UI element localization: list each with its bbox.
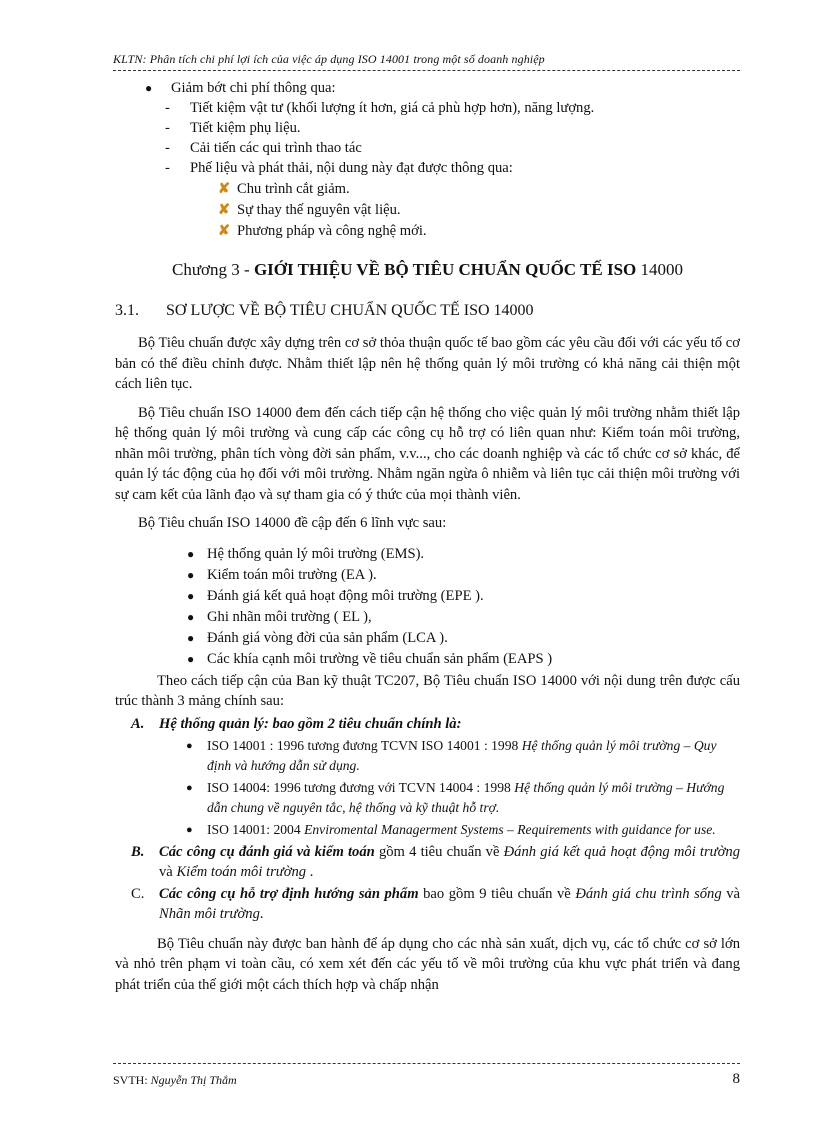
paragraph: Bộ Tiêu chuẩn này được ban hành để áp dụng cho các nhà sản xuất, dịch vụ, các tổ chức cơ sở lớn và nhỏ trên phạm vi toàn cầu, có xem xét đến các yếu tố về môi trường của khu vực phát triển và đang phát triển của thế giới một cách thích hợp và chấp nhận — [115, 935, 740, 993]
bullet-icon: ● — [186, 739, 193, 752]
chapter-title: Chương 3 - GIỚI THIỆU VỀ BỘ TIÊU CHUẨN QUỐC TẾ ISO 14000 — [171, 260, 683, 279]
page-number: 8 — [732, 1071, 740, 1087]
dash-icon: - — [165, 140, 170, 156]
cross-mark-icon: ✘ — [218, 223, 231, 239]
bullet-icon: ● — [187, 630, 195, 645]
bullet-icon: ● — [187, 609, 195, 624]
dash-icon: - — [165, 120, 170, 136]
bullet-icon: ● — [187, 546, 195, 561]
intro-subitem: ✘ Sự thay thế nguyên vật liệu. — [218, 202, 401, 218]
structure-item-a: A. Hệ thống quản lý: bao gồm 2 tiêu chuẩn chính là: — [131, 715, 462, 732]
cross-mark-icon: ✘ — [218, 181, 231, 197]
author-label: SVTH: — [113, 1073, 151, 1087]
list-item: ● Kiểm toán môi trường (EA ). — [187, 566, 377, 583]
page-header: KLTN: Phân tích chi phí lợi ích của việc áp dụng ISO 14001 trong một số doanh nghiệp — [113, 52, 545, 66]
cross-mark-icon: ✘ — [218, 202, 231, 218]
list-item: ● Đánh giá vòng đời của sản phẩm (LCA ). — [187, 629, 448, 646]
list-item: ● Hệ thống quản lý môi trường (EMS). — [187, 545, 425, 562]
list-item: ● Đánh giá kết quả hoạt động môi trường (EPE ). — [187, 587, 484, 604]
intro-dash-item: - Tiết kiệm vật tư (khối lượng ít hơn, giá cả phù hợp hơn), năng lượng. — [165, 100, 595, 116]
paragraph: Bộ Tiêu chuẩn ISO 14000 đề cập đến 6 lĩnh vực sau: — [138, 515, 447, 531]
intro-subitem: ✘ Phương pháp và công nghệ mới. — [218, 223, 427, 239]
list-item: ● Các khía cạnh môi trường về tiêu chuẩn sản phẩm (EAPS ) — [187, 650, 553, 667]
paragraph: Theo cách tiếp cận của Ban kỹ thuật TC207, Bộ Tiêu chuẩn ISO 14000 với nội dung trên được cấu trúc thành 3 mảng chính sau: — [115, 672, 740, 709]
structure-item-b: B. Các công cụ đánh giá và kiểm toán gồm 4 tiêu chuẩn về Đánh giá kết quả hoạt động môi trường và Kiểm toán môi trường . — [131, 843, 741, 880]
header-divider — [113, 70, 740, 71]
dash-icon: - — [165, 160, 170, 176]
standard-item: ● ISO 14004: 1996 tương đương với TCVN 14004 : 1998 Hệ thống quản lý môi trường – Hướng dẫn chung về nguyên tắc, hệ thống và kỹ thuật hỗ trợ. — [186, 779, 725, 815]
bullet-icon: ● — [187, 567, 195, 582]
dash-icon: - — [165, 100, 170, 116]
bullet-icon: ● — [187, 651, 195, 666]
standard-item: ● ISO 14001: 2004 Enviromental Managerment Systems – Requirements with guidance for use. — [115, 820, 740, 840]
intro-bullet: ● Giảm bớt chi phí thông qua: — [145, 80, 336, 96]
section-heading: 3.1. SƠ LƯỢC VỀ BỘ TIÊU CHUẨN QUỐC TẾ ISO 14000 — [115, 302, 534, 319]
intro-dash-item: - Cải tiến các qui trình thao tác — [165, 140, 362, 156]
intro-dash-item: - Phế liệu và phát thải, nội dung này đạt được thông qua: — [165, 160, 513, 176]
author-name: Nguyễn Thị Thắm — [150, 1073, 237, 1087]
footer-divider — [113, 1063, 740, 1064]
page-footer — [113, 1073, 740, 1088]
structure-item-c: C. Các công cụ hỗ trợ định hướng sản phẩm bao gồm 9 tiêu chuẩn về Đánh giá chu trình sống và Nhãn môi trường. — [131, 885, 740, 922]
list-item: ● Ghi nhãn môi trường ( EL ), — [187, 608, 372, 625]
bullet-icon: ● — [186, 823, 193, 836]
bullet-icon: ● — [186, 781, 193, 794]
page-content — [115, 78, 740, 995]
paragraph: Bộ Tiêu chuẩn ISO 14000 đem đến cách tiếp cận hệ thống cho việc quản lý môi trường nhằm thiết lập hệ thống quản lý môi trường và cung cấp các công cụ hỗ trợ có liên quan như: Kiểm toán môi trường, nhãn môi trường, phân tích vòng đời sản phẩm, v.v..., cho các doanh nghiệp và các tổ chức cơ sở khác, để quản lý tác động của họ đối với môi trường. Nhằm ngăn ngừa ô nhiễm và liên tục cải thiện môi trường với sự cam kết của lãnh đạo và sự tham gia có ý thức của mọi thành viên. — [115, 404, 740, 503]
bullet-icon: ● — [187, 588, 195, 603]
intro-subitem: ✘ Chu trình cắt giảm. — [218, 181, 350, 197]
fields-list — [115, 544, 740, 669]
bullet-icon: ● — [145, 81, 153, 95]
standard-item: ● ISO 14001 : 1996 tương đương TCVN ISO 14001 : 1998 Hệ thống quản lý môi trường – Quy định và hướng dẫn sử dụng. — [186, 737, 717, 773]
paragraph: Bộ Tiêu chuẩn được xây dựng trên cơ sở thỏa thuận quốc tế bao gồm các yêu cầu đối với các yếu tố cơ bản có thể điều chỉnh được. Nhằm thiết lập nên hệ thống quản lý môi trường có khả năng cải thiện một cách liên tục. — [115, 335, 740, 392]
intro-dash-item: - Tiết kiệm phụ liệu. — [165, 120, 301, 136]
